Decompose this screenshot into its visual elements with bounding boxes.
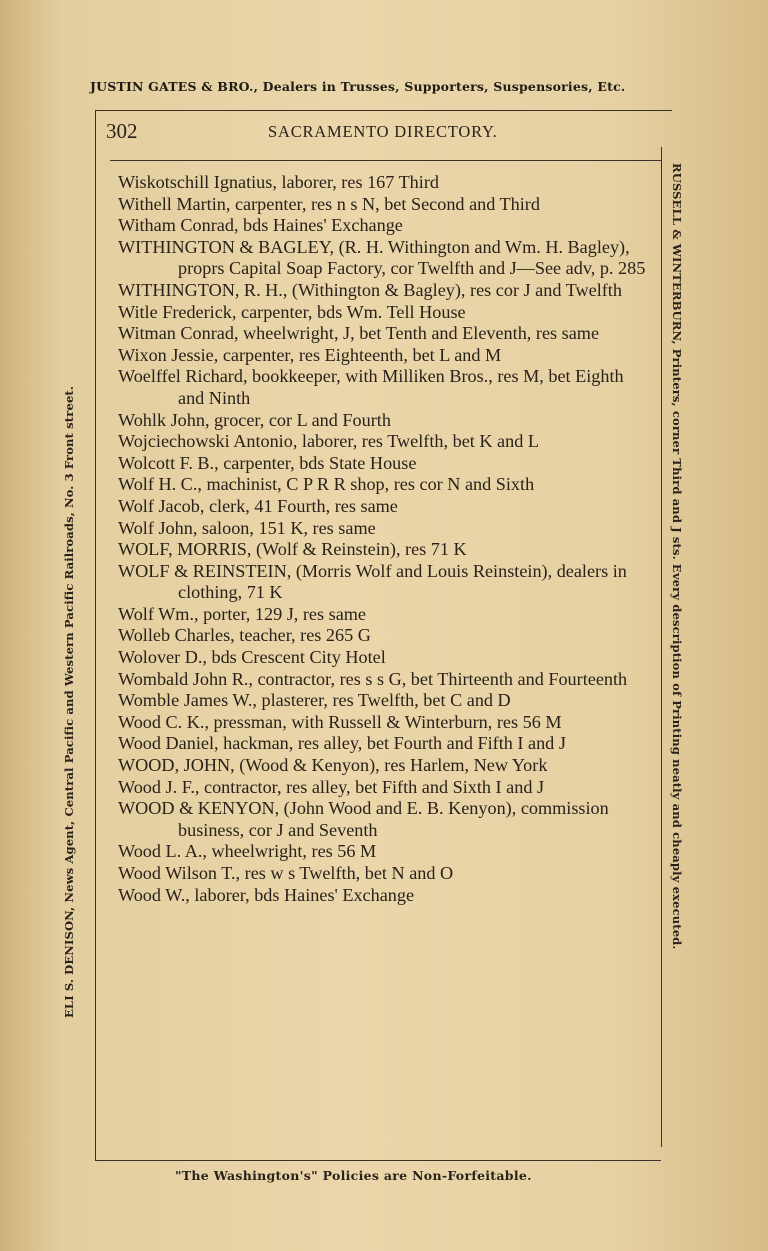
frame-left-rule (95, 110, 96, 1160)
directory-entry: Wood J. F., contractor, res alley, bet Fifth and Sixth I and J (118, 776, 545, 797)
directory-entry: Wolover D., bds Crescent City Hotel (118, 647, 386, 668)
directory-entry: WOLF & REINSTEIN, (Morris Wolf and Louis Reinstein), dealers in clothing, 71 K (118, 560, 627, 603)
directory-entry: WOOD, JOHN, (Wood & Kenyon), res Harlem, New York (118, 755, 548, 776)
directory-entry: Witman Conrad, wheelwright, J, bet Tenth and Eleventh, res same (118, 323, 600, 344)
directory-entry: Wolleb Charles, teacher, res 265 G (118, 625, 371, 646)
frame-bottom-rule (95, 1160, 661, 1161)
directory-entry: Wombald John R., contractor, res s s G, bet Thirteenth and Fourteenth (118, 668, 628, 689)
directory-entry: Wiskotschill Ignatius, laborer, res 167 Third (118, 172, 439, 192)
directory-entry: Withell Martin, carpenter, res n s N, bet Second and Third (118, 193, 540, 214)
page-number: 302 (106, 119, 138, 143)
running-title: SACRAMENTO DIRECTORY. (268, 122, 498, 141)
directory-entry: Wolcott F. B., carpenter, bds State House (118, 452, 417, 473)
bottom-advertisement: "The Washington's" Policies are Non-Forfeitable. (175, 1168, 532, 1183)
directory-entry: Wolf Wm., porter, 129 J, res same (118, 603, 366, 624)
directory-entry: Wood L. A., wheelwright, res 56 M (118, 841, 377, 862)
directory-entry: Witle Frederick, carpenter, bds Wm. Tell House (118, 301, 466, 322)
left-margin-advertisement: ELI S. DENISON, News Agent, Central Pacific and Western Pacific Railroads, No. 3 Front street. (62, 385, 76, 1018)
directory-entry: Woelffel Richard, bookkeeper, with Milliken Bros., res M, bet Eighth and Ninth (118, 366, 624, 408)
top-advertisement: JUSTIN GATES & BRO., Dealers in Trusses, Supporters, Suspensories, Etc. (90, 79, 626, 94)
directory-entry: Wolf John, saloon, 151 K, res same (118, 517, 376, 538)
frame-right-rule (661, 147, 662, 1147)
right-margin-advertisement: RUSSELL & WINTERBURN, Printers, corner Third and J sts. Every description of Printing neatly and cheaply executed. (670, 163, 684, 950)
directory-entry: Wood W., laborer, bds Haines' Exchange (118, 884, 415, 905)
directory-entry: WITHINGTON, R. H., (Withington & Bagley), res cor J and Twelfth (118, 279, 622, 300)
directory-entry: Wojciechowski Antonio, laborer, res Twelfth, bet K and L (118, 431, 539, 452)
directory-entry: Wolf H. C., machinist, C P R R shop, res cor N and Sixth (118, 474, 535, 495)
directory-entry: Witham Conrad, bds Haines' Exchange (118, 215, 403, 236)
directory-entries (118, 172, 650, 906)
directory-entry: WOLF, MORRIS, (Wolf & Reinstein), res 71 K (118, 539, 467, 560)
directory-entry: Wood C. K., pressman, with Russell & Winterburn, res 56 M (118, 711, 562, 732)
frame-top-rule (95, 110, 672, 111)
directory-entry: WOOD & KENYON, (John Wood and E. B. Kenyon), commission business, cor J and Seventh (118, 798, 609, 840)
directory-entry: WITHINGTON & BAGLEY, (R. H. Withington and Wm. H. Bagley), proprs Capital Soap Factory, cor Twelfth and J—See adv, p. 285 (118, 236, 646, 279)
directory-entry: Wood Wilson T., res w s Twelfth, bet N and O (118, 863, 454, 883)
directory-entry: Wolf Jacob, clerk, 41 Fourth, res same (118, 495, 398, 516)
directory-entry: Womble James W., plasterer, res Twelfth, bet C and D (118, 690, 511, 711)
directory-entry: Wixon Jessie, carpenter, res Eighteenth, bet L and M (118, 344, 502, 365)
directory-entry: Wohlk John, grocer, cor L and Fourth (118, 409, 391, 430)
directory-entry: Wood Daniel, hackman, res alley, bet Fourth and Fifth I and J (118, 733, 566, 754)
header-rule (110, 160, 661, 161)
